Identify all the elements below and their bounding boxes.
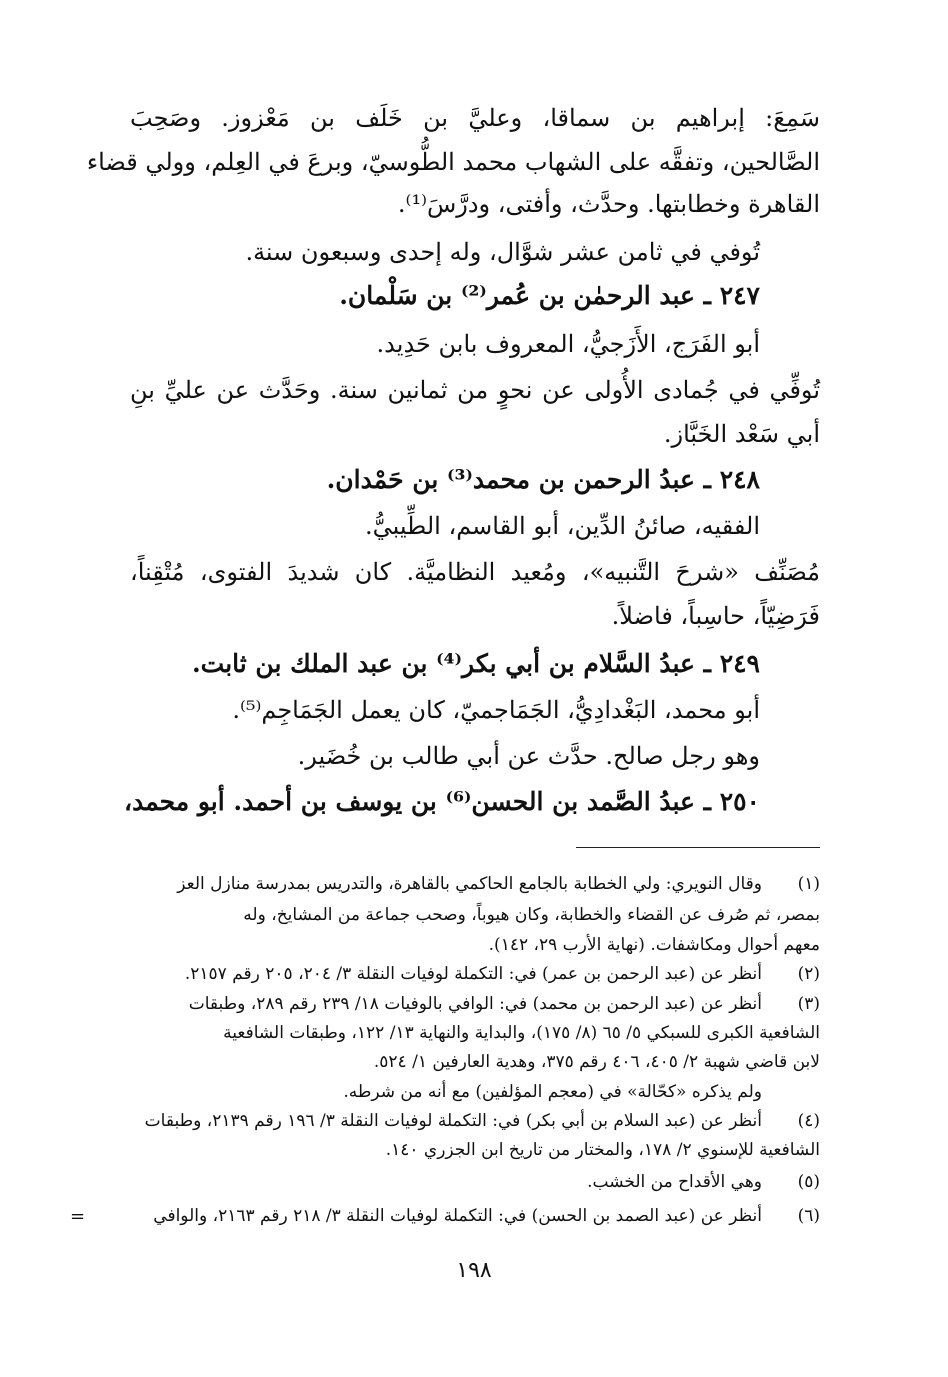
entry-heading-248: ٢٤٨ ـ عبدُ الرحمن بن محمد⁽³⁾ بن حَمْدان. bbox=[326, 465, 760, 494]
body-line-14: أبو محمد، البَغْدادِيُّ، الجَمَاجميّ، كان يعمل الجَمَاجِم⁽⁵⁾. bbox=[232, 696, 760, 724]
body-line-3: القاهرة وخطابتها. وحدَّث، وأفتى، ودرَّسَ⁽¹⁾. bbox=[397, 190, 820, 218]
body-line-4: تُوفي في ثامن عشر شوَّال، وله إحدى وسبعون سنة. bbox=[245, 238, 760, 266]
footnote-text: لابن قاضي شهبة ٢/ ٤٠٥، ٤٠٦ رقم ٣٧٥، وهدية العارفين ١/ ٥٢٤. bbox=[373, 1052, 820, 1072]
body-line-10: الفقيه، صائنُ الدِّين، أبو القاسم، الطِّيبيُّ. bbox=[365, 512, 760, 540]
footnote-text: أنظر عن (عبد الرحمن بن عمر) في: التكملة لوفيات النقلة ٣/ ٢٠٤، ٢٠٥ رقم ٢١٥٧. bbox=[184, 964, 762, 984]
body-line-11: مُصَنِّف «شرحَ التَّنبيه»، ومُعيد النظاميَّة. كان شديدَ الفتوى، مُتْقِناً، bbox=[130, 558, 820, 586]
body-line-6: أبو الفَرَج، الأَزَجيُّ، المعروف بابن حَدِيد. bbox=[376, 330, 760, 358]
body-line-12: فَرَضِيّاً، حاسِباً، فاضلاً. bbox=[611, 602, 820, 630]
footnote-text: وقال النويري: ولي الخطابة بالجامع الحاكمي بالقاهرة، والتدريس بمدرسة منازل العز bbox=[177, 874, 762, 894]
footnote-text: الشافعية للإسنوي ٢/ ١٧٨، والمختار من تاريخ ابن الجزري ١٤٠. bbox=[385, 1140, 820, 1160]
continuation-mark: = bbox=[70, 1206, 86, 1227]
page-number: ١٩٨ bbox=[456, 1258, 492, 1283]
footnote-number: (٣) bbox=[797, 994, 820, 1014]
footnote-text: وهي الأقداح من الخشب. bbox=[587, 1172, 762, 1192]
entry-heading-250: ٢٥٠ ـ عبدُ الصَّمد بن الحسن⁽⁶⁾ بن يوسف بن أحمد. أبو محمد، bbox=[124, 787, 760, 816]
footnote-number: (٦) bbox=[797, 1206, 820, 1226]
footnote-text: الشافعية الكبرى للسبكي ٥/ ٦٥ (٨/ ١٧٥)، والبداية والنهاية ١٣/ ١٢٢، وطبقات الشافعية bbox=[223, 1023, 820, 1043]
footnote-number: (٥) bbox=[797, 1172, 820, 1192]
entry-heading-249: ٢٤٩ ـ عبدُ السَّلام بن أبي بكر⁽⁴⁾ بن عبد الملك بن ثابت. bbox=[191, 649, 760, 678]
body-line-7: تُوفِّي في جُمادى الأُولى عن نحوٍ من ثمانين سنة. وحَدَّث عن عليِّ بنِ bbox=[130, 376, 820, 404]
footnote-text: أنظر عن (عبد السلام بن أبي بكر) في: التكملة لوفيات النقلة ٣/ ١٩٦ رقم ٢١٣٩، وطبقات bbox=[144, 1111, 762, 1131]
footnote-text: ولم يذكره «كحّالة» في (معجم المؤلفين) مع أنه من شرطه. bbox=[343, 1082, 762, 1102]
body-line-2: الصَّالحين، وتفقَّه على الشهاب محمد الطُّوسيّ، وبرعَ في العِلم، وولي قضاء bbox=[86, 148, 820, 176]
footnote-number: (٤) bbox=[797, 1111, 820, 1131]
footnote-text: بمصر، ثم صُرف عن القضاء والخطابة، وكان هيوباً، وصحب جماعة من المشايخ، وله bbox=[243, 905, 820, 925]
footnote-separator bbox=[576, 847, 820, 848]
body-line-15: وهو رجل صالح. حدَّث عن أبي طالب بن خُضَير. bbox=[297, 742, 760, 770]
footnote-number: (٢) bbox=[797, 964, 820, 984]
body-line-8: أبي سَعْد الخَبَّاز. bbox=[663, 420, 820, 448]
entry-heading-247: ٢٤٧ ـ عبد الرحمٰن بن عُمر⁽²⁾ بن سَلْمان. bbox=[339, 281, 760, 310]
footnote-text: أنظر عن (عبد الصمد بن الحسن) في: التكملة لوفيات النقلة ٣/ ٢١٨ رقم ٢١٦٣، والوافي bbox=[153, 1206, 762, 1226]
footnote-number: (١) bbox=[797, 874, 820, 894]
footnote-text: أنظر عن (عبد الرحمن بن محمد) في: الوافي بالوفيات ١٨/ ٢٣٩ رقم ٢٨٩، وطبقات bbox=[188, 994, 762, 1014]
footnote-text: معهم أحوال ومكاشفات. (نهاية الأرب ٢٩، ١٤٢). bbox=[488, 935, 820, 955]
body-line-1: سَمِعَ: إبراهيم بن سماقا، وعليَّ بن خَلَف بن مَعْزوز. وصَحِبَ bbox=[130, 104, 820, 132]
